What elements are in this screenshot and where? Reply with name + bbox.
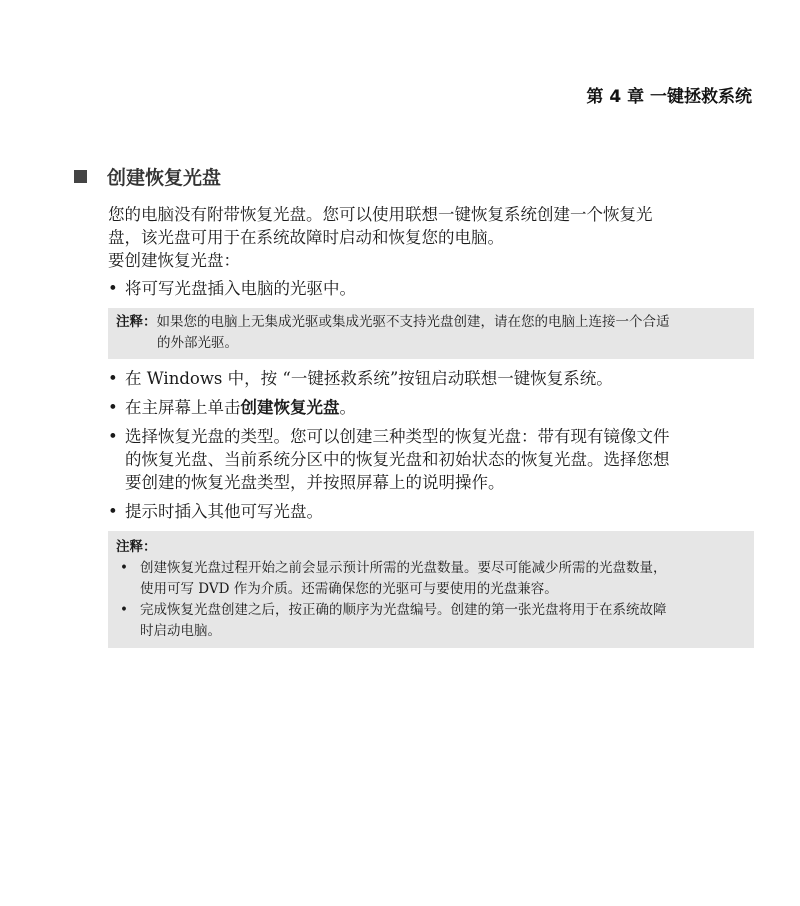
bullet-icon: •: [108, 502, 118, 521]
note-box-external-drive: [108, 308, 754, 359]
step-insert-disc: [108, 277, 754, 300]
document-body: [108, 203, 754, 648]
bullet-icon: •: [120, 602, 128, 618]
section-title: [74, 163, 221, 190]
step-line-2: 的恢复光盘、当前系统分区中的恢复光盘和初始状态的恢复光盘。选择您想: [125, 450, 670, 469]
step-text-post: 。: [339, 398, 356, 417]
bullet-icon: •: [108, 369, 118, 388]
create-recovery-disc-term: 创建恢复光盘: [240, 398, 340, 417]
bullet-icon: •: [108, 427, 118, 446]
note-item: [116, 600, 746, 642]
note-item-line-2: 使用可写 DVD 作为介质。还需确保您的光驱可与要使用的光盘兼容。: [140, 581, 558, 597]
section-title-text: 创建恢复光盘: [107, 167, 222, 189]
note-item: [116, 558, 746, 600]
note-line-2: 的外部光驱。: [157, 335, 238, 351]
note-line-1: 如果您的电脑上无集成光驱或集成光驱不支持光盘创建，请在您的电脑上连接一个合适: [156, 314, 670, 330]
step-text: 在 Windows 中，按 “一键拯救系统”按钮启动联想一键恢复系统。: [125, 369, 613, 388]
bullet-icon: •: [108, 279, 118, 298]
step-text: 将可写光盘插入电脑的光驱中。: [125, 279, 356, 298]
step-line-3: 要创建的恢复光盘类型，并按照屏幕上的说明操作。: [125, 473, 505, 492]
note-item-line-1: 创建恢复光盘过程开始之前会显示预计所需的光盘数量。要尽可能减少所需的光盘数量，: [140, 560, 667, 576]
step-text: 提示时插入其他可写光盘。: [125, 502, 323, 521]
note-item-line-1: 完成恢复光盘创建之后，按正确的顺序为光盘编号。创建的第一张光盘将用于在系统故障: [140, 602, 667, 618]
step-text-pre: 在主屏幕上单击: [125, 398, 241, 417]
square-bullet-icon: [74, 170, 87, 183]
note-label: 注释：: [116, 314, 157, 330]
chapter-header: 第 4 章 一键拯救系统: [586, 87, 752, 107]
step-line-1: 选择恢复光盘的类型。您可以创建三种类型的恢复光盘：带有现有镜像文件: [125, 427, 670, 446]
intro-line-1: 您的电脑没有附带恢复光盘。您可以使用联想一键恢复系统创建一个恢复光: [108, 205, 653, 224]
step-launch-onekey: [108, 367, 754, 390]
step-click-create: [108, 396, 754, 419]
note-item-line-2: 时启动电脑。: [140, 623, 221, 639]
bullet-icon: •: [120, 560, 128, 576]
intro-line-2: 盘，该光盘可用于在系统故障时启动和恢复您的电脑。: [108, 228, 504, 247]
note-box-disc-count: [108, 531, 754, 648]
step-insert-more: [108, 500, 754, 523]
intro-line-3: 要创建恢复光盘：: [108, 251, 240, 270]
bullet-icon: •: [108, 398, 118, 417]
step-select-type: [108, 425, 754, 494]
note-label: 注释：: [116, 539, 157, 555]
